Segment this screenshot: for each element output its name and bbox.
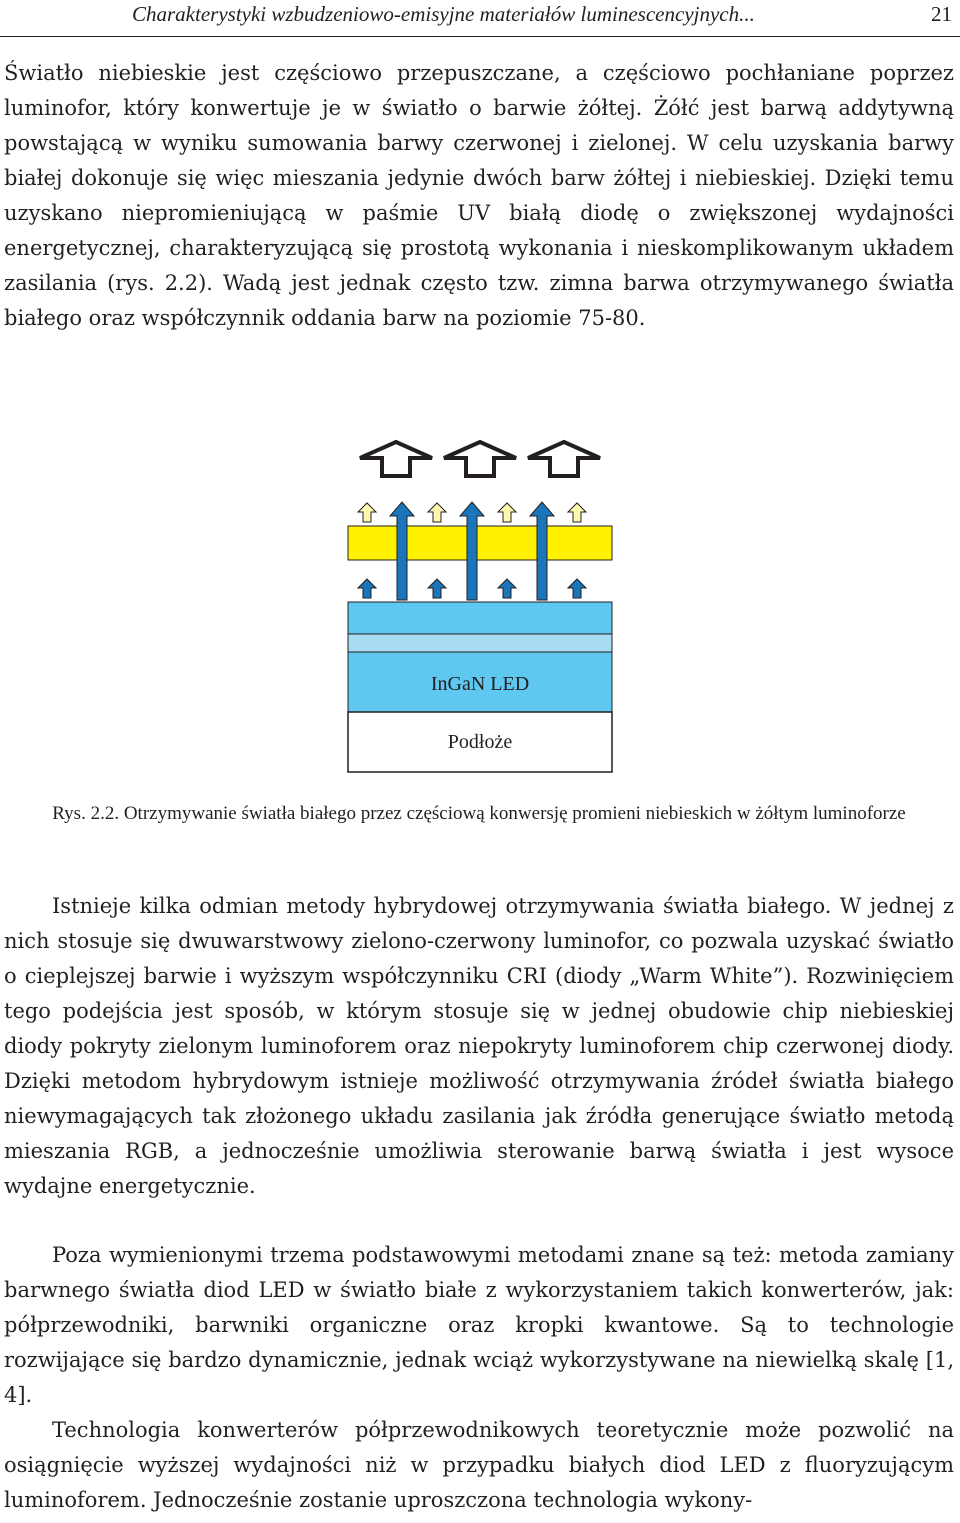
yellow-arrow-2 [428, 503, 446, 522]
ingan-led-label: InGaN LED [430, 673, 530, 695]
blue-small-arrow-3 [498, 579, 516, 598]
paragraph-2: Istnieje kilka odmian metody hybrydowej otrzymywania światła białego. W jednej z nich stosuje się dwuwarstwowy zielono-czerwony luminofor, co pozwala uzyskać światło o cieplejszej barwie i wyższym współczynniku CRI (diody „Warm White”). Rozwinięciem tego podejścia jest sposób, w którym stosuje się w jednej obudowie chip niebieskiej diody pokryty zielonym luminoforem oraz niepokryty luminoforem chip czerwonej diody. Dzięki metodom hybrydowym istnieje możliwość otrzymywania źródeł światła białego niewymagających tak złożonego układu zasilania jak źródła generujące światło metodą mieszania RGB, a jednocześnie umożliwia sterowanie barwą światła i jest wysoce wydajne energetycznie. [4, 894, 954, 1198]
caption-number: Rys. 2.2. [52, 803, 120, 824]
paragraph-1: Światło niebieskie jest częściowo przepuszczane, a częściowo pochłaniane poprzez luminofor, który konwertuje je w światło o barwie żółtej. Żółć jest barwą addytywną powstającą w wyniku sumowania barwy czerwonej i zielonej. W celu uzyskania barwy białej dokonuje się więc mieszania jedynie dwóch barw żółtej i niebieskiej. Dzięki temu uzyskano niepromieniującą w paśmie UV białą diodę o zwiększonej wydajności energetycznej, charakteryzującą się prostotą wykonania i nieskomplikowanym układem zasilania (rys. 2.2). Wadą jest jednak często tzw. zimna barwa otrzymywanego światła białego oraz współczynnik oddania barw na poziomie 75-80. [4, 61, 954, 330]
white-light-arrow-1 [360, 442, 432, 476]
blue-small-arrow-4 [568, 579, 586, 598]
yellow-phosphor-layer [348, 526, 612, 560]
yellow-arrow-1 [358, 503, 376, 522]
yellow-arrow-3 [498, 503, 516, 522]
top-blue-layer [348, 602, 612, 634]
page-header [0, 0, 960, 37]
figure-white-led-diagram [340, 436, 620, 776]
white-light-arrow-2 [444, 442, 516, 476]
blue-small-arrow-2 [428, 579, 446, 598]
paragraph-4: Technologia konwerterów półprzewodnikowych teoretycznie może pozwolić na osiągnięcie wyższej wydajności niż w przypadku białych diod LED z fluoryzującym luminoforem. Jednocześnie zostanie uproszczona technologia wykony- [4, 1418, 954, 1512]
paragraph-3: Poza wymienionymi trzema podstawowymi metodami znane są też: metoda zamiany barwnego światła diod LED w światło białe z wykorzystaniem takich konwerterów, jak: półprzewodniki, barwniki organiczne oraz kropki kwantowe. Są to technologie rozwijające się bardzo dynamicznie, jednak wciąż wykorzystywane na niewielką skalę [1, 4]. [4, 1243, 954, 1407]
yellow-arrow-4 [568, 503, 586, 522]
led-layer-diagram [340, 436, 620, 776]
middle-pale-blue-layer [348, 634, 612, 652]
running-title: Charakterystyki wzbudzeniowo-emisyjne materiałów luminescencyjnych... [132, 2, 755, 26]
figure-caption [4, 800, 954, 828]
caption-text: Otrzymywanie światła białego przez częściową konwersję promieni niebieskich w żółtym luminoforze [123, 803, 906, 824]
white-light-arrow-3 [528, 442, 600, 476]
page-number: 21 [931, 2, 952, 26]
substrate-label: Podłoże [447, 731, 513, 753]
blue-small-arrow-1 [358, 579, 376, 598]
